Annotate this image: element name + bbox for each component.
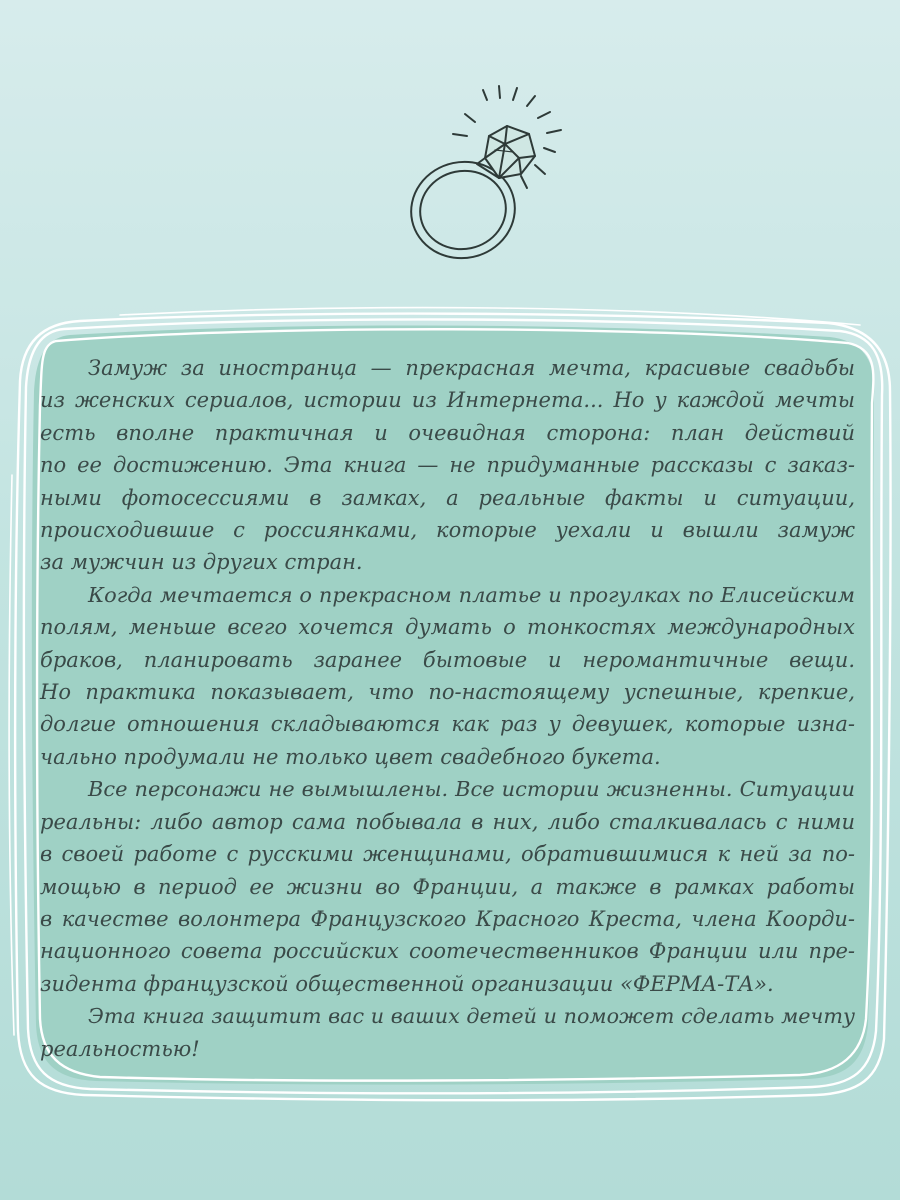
text-line: Эта книга защитит вас и ваших детей и поможет сделать мечту: [88, 1004, 855, 1029]
text-line: в своей работе с русскими женщинами, обратившимися к ней за по-: [40, 842, 855, 867]
text-line: долгие отношения складываются как раз у девушек, которые изна-: [40, 712, 855, 737]
text-line: происходившие с россиянками, которые уехали и вышли замуж: [40, 518, 855, 543]
text-line: чально продумали не только цвет свадебного букета.: [40, 744, 661, 769]
text-line: Замуж за иностранца — прекрасная мечта, красивые свадьбы: [88, 356, 855, 380]
text-line: реальны: либо автор сама побывала в них, либо сталкивалась с ними: [40, 809, 855, 834]
text-line: полям, меньше всего хочется думать о тонкостях международных: [40, 615, 855, 640]
text-line: по ее достижению. Эта книга — не придуманные рассказы с заказ-: [40, 453, 855, 478]
paragraph-4: [40, 1000, 855, 1065]
text-line: ными фотосессиями в замках, а реальные факты и ситуации,: [40, 485, 855, 510]
blurb-text: [40, 352, 855, 1061]
text-line: зидента французской общественной организации «ФЕРМА-ТА».: [40, 971, 774, 996]
text-line: Но практика показывает, что по-настоящему успешные, крепкие,: [40, 680, 855, 705]
text-line: за мужчин из других стран.: [40, 550, 363, 575]
text-line: есть вполне практичная и очевидная сторона: план действий: [40, 420, 855, 445]
frame-outline-5: [9, 475, 14, 1035]
diamond-ring-icon: [395, 78, 585, 268]
text-line: реальностью!: [40, 1036, 200, 1061]
text-line: Когда мечтается о прекрасном платье и прогулках по Елисейским: [88, 582, 855, 607]
paragraph-3: [40, 773, 855, 1000]
text-line: из женских сериалов, истории из Интернета... Но у каждой мечты: [40, 388, 855, 413]
text-line: национного совета российских соотечественников Франции или пре-: [40, 939, 855, 964]
paragraph-2: [40, 579, 855, 773]
paragraph-1: [40, 352, 855, 579]
text-line: в качестве волонтера Французского Красного Креста, члена Коорди-: [40, 906, 855, 931]
text-line: Все персонажи не вымышлены. Все истории жизненны. Ситуации: [88, 777, 855, 802]
text-line: мощью в период ее жизни во Франции, а также в рамках работы: [40, 874, 855, 899]
text-line: браков, планировать заранее бытовые и неромантичные вещи.: [40, 647, 855, 672]
